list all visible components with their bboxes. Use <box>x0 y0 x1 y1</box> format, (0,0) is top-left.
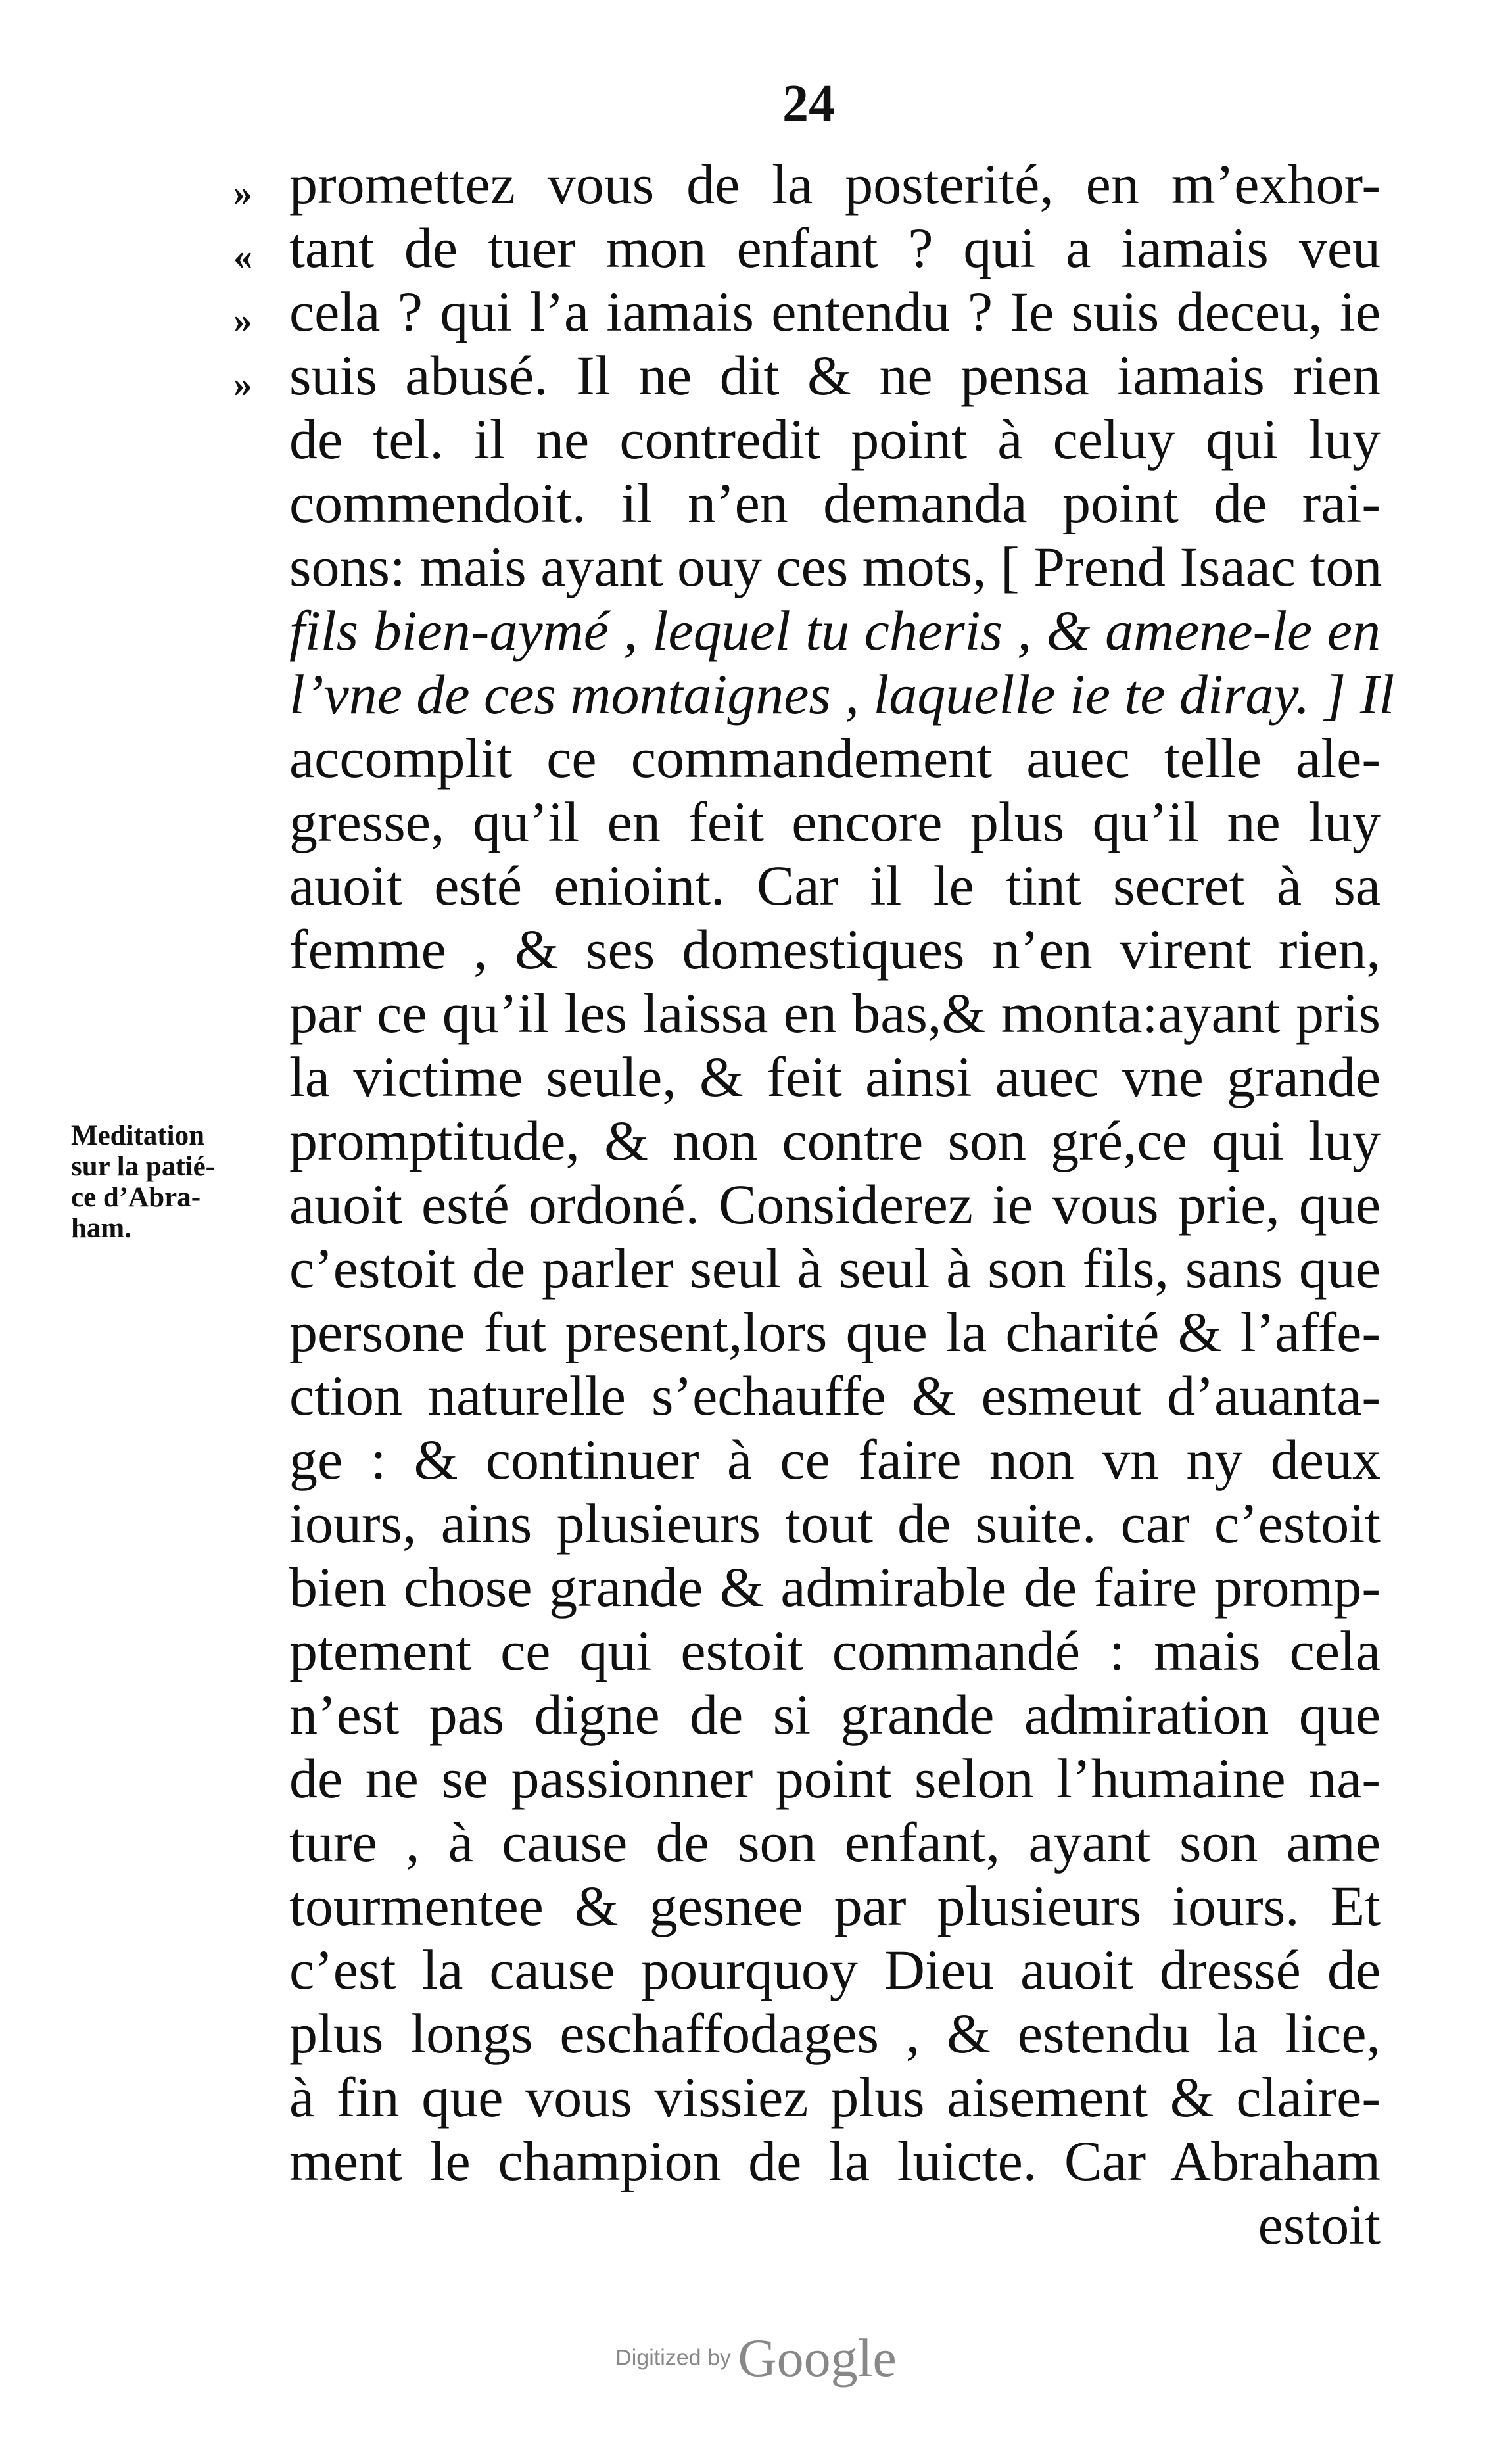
margin-note <box>71 1120 288 1244</box>
text-line: sons: mais ayant ouy ces mots, [ Prend Isaac ton <box>289 535 1382 598</box>
text-line: commendoit. il n’en demanda point de rai- <box>289 471 1381 534</box>
text-line-italic: fils bien-aymé , lequel tu cheris , & amene-le en <box>289 599 1381 662</box>
text-line: auoit esté ordoné. Considerez ie vous prie, que <box>289 1173 1381 1236</box>
quote-mark: » <box>233 298 252 341</box>
text-line: plus longs eschaffodages , & estendu la lice, <box>289 2002 1381 2065</box>
text-line: accomplit ce commandement auec telle ale- <box>289 726 1381 790</box>
text-line: ment le champion de la luicte. Car Abraham <box>289 2129 1381 2192</box>
text-line: c’estoit de parler seul à seul à son fils, sans que <box>289 1237 1381 1300</box>
margin-note-line: ham. <box>71 1213 131 1244</box>
quote-mark: « <box>233 235 252 277</box>
text-line: n’est pas digne de si grande admiration que <box>289 1683 1381 1746</box>
text-line: tourmentee & gesnee par plusieurs iours. Et <box>289 1874 1381 1937</box>
text-line: la victime seule, & feit ainsi auec vne grande <box>289 1045 1381 1108</box>
margin-note-line: ce d’Abra- <box>71 1182 201 1213</box>
digitization-watermark <box>0 2327 1512 2389</box>
text-line: iours, ains plusieurs tout de suite. car c’estoit <box>289 1492 1381 1555</box>
margin-note-line: Meditation <box>71 1120 205 1151</box>
text-line: persone fut present,lors que la charité & l’affe- <box>289 1300 1381 1363</box>
quote-mark: » <box>233 362 252 405</box>
text-line: de ne se passionner point selon l’humaine na- <box>289 1747 1381 1810</box>
text-line: de tel. il ne contredit point à celuy qui luy <box>289 408 1381 471</box>
text-line: tant de tuer mon enfant ? qui a iamais veu <box>289 216 1381 279</box>
text-line: à fin que vous vissiez plus aisement & claire- <box>289 2066 1381 2129</box>
text-line: par ce qu’il les laissa en bas,& monta:ayant pris <box>289 982 1381 1045</box>
text-line: suis abusé. Il ne dit & ne pensa iamais rien <box>289 344 1381 407</box>
text-line-italic: l’vne de ces montaignes , laquelle ie te diray. ] Il <box>289 663 1395 726</box>
margin-note-line: sur la patié- <box>71 1151 215 1182</box>
quote-mark: » <box>233 171 252 214</box>
text-line: ptement ce qui estoit commandé : mais cela <box>289 1619 1381 1682</box>
text-line: ction naturelle s’echauffe & esmeut d’auanta- <box>289 1364 1381 1427</box>
page-number: 24 <box>782 75 835 133</box>
catchword: estoit <box>1258 2193 1381 2256</box>
text-line: promptitude, & non contre son gré,ce qui luy <box>289 1109 1381 1172</box>
text-line: bien chose grande & admirable de faire promp- <box>289 1555 1381 1619</box>
watermark-prefix: Digitized by <box>615 2345 731 2371</box>
body-text <box>233 153 1395 2257</box>
google-logo: Google <box>738 2328 897 2388</box>
text-line: ge : & continuer à ce faire non vn ny deux <box>289 1428 1381 1491</box>
text-line: femme , & ses domestiques n’en virent rien, <box>289 918 1381 981</box>
text-line: cela ? qui l’a iamais entendu ? Ie suis deceu, ie <box>289 280 1381 343</box>
text-line: promettez vous de la posterité, en m’exhor- <box>289 153 1381 216</box>
text-line: gresse, qu’il en feit encore plus qu’il ne luy <box>289 790 1381 853</box>
text-line: auoit esté enioint. Car il le tint secret à sa <box>289 854 1381 917</box>
text-line: c’est la cause pourquoy Dieu auoit dressé de <box>289 1938 1381 2001</box>
text-line: ture , à cause de son enfant, ayant son ame <box>289 1811 1381 1874</box>
